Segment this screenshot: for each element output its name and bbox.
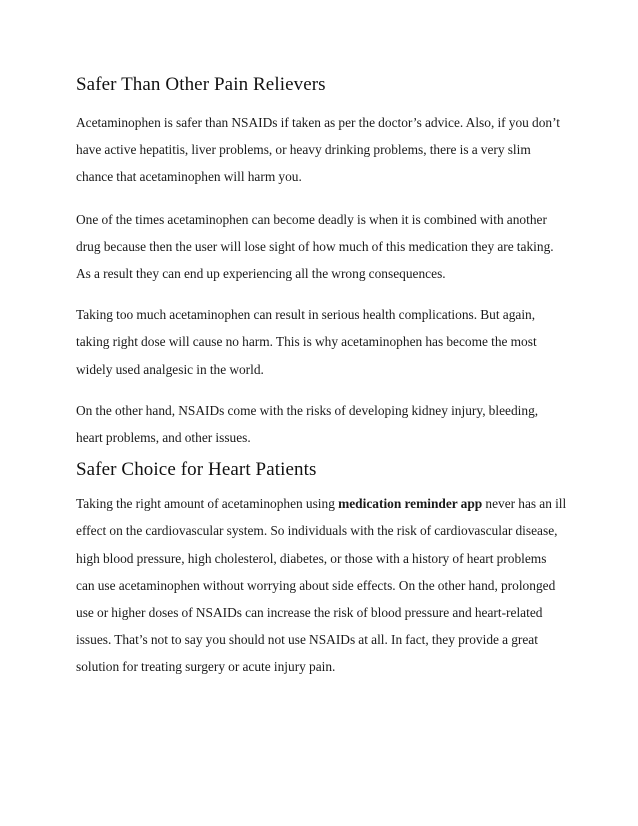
paragraph-text: never has an ill effect on the cardiovascular system. So individuals with the risk of cardiovascular disease, high blood pressure, high cholesterol, diabetes, or those with a history of heart problems can use acetaminophen without worrying about side effects. On the other hand, prolonged use or higher doses of NSAIDs can increase the risk of blood pressure and heart-related issues. That’s not to say you should not use NSAIDs at all. In fact, they provide a great solution for treating surgery or acute injury pain. (76, 496, 567, 675)
paragraph-overdose-risk: Taking too much acetaminophen can result in serious health complications. But again, taking right dose will cause no harm. This is why acetaminophen has become the most widely used analgesic in the world. (76, 307, 537, 377)
paragraph-cardiovascular (76, 490, 568, 680)
paragraph-combination-risk: One of the times acetaminophen can become deadly is when it is combined with another drug because then the user will lose sight of how much of this medication they are taking. As a result they can end up experiencing all the wrong consequences. (76, 211, 554, 282)
section-heading-heart-patients: Safer Choice for Heart Patients (76, 459, 317, 481)
paragraph-nsaid-risks: On the other hand, NSAIDs come with the risks of developing kidney injury, bleeding, heart problems, and other issues. (76, 402, 539, 446)
paragraph-text: Taking the right amount of acetaminophen using (76, 496, 339, 512)
document-body (76, 72, 568, 681)
paragraph-nsaids-safety: Acetaminophen is safer than NSAIDs if taken as per the doctor’s advice. Also, if you don’t have active hepatitis, liver problems, or heavy drinking problems, there is a very slim chance that acetaminophen will harm you. (76, 115, 561, 185)
section-heading-safer-pain-relievers: Safer Than Other Pain Relievers (76, 74, 326, 95)
medication-reminder-app-link-text: medication reminder app (338, 496, 483, 512)
